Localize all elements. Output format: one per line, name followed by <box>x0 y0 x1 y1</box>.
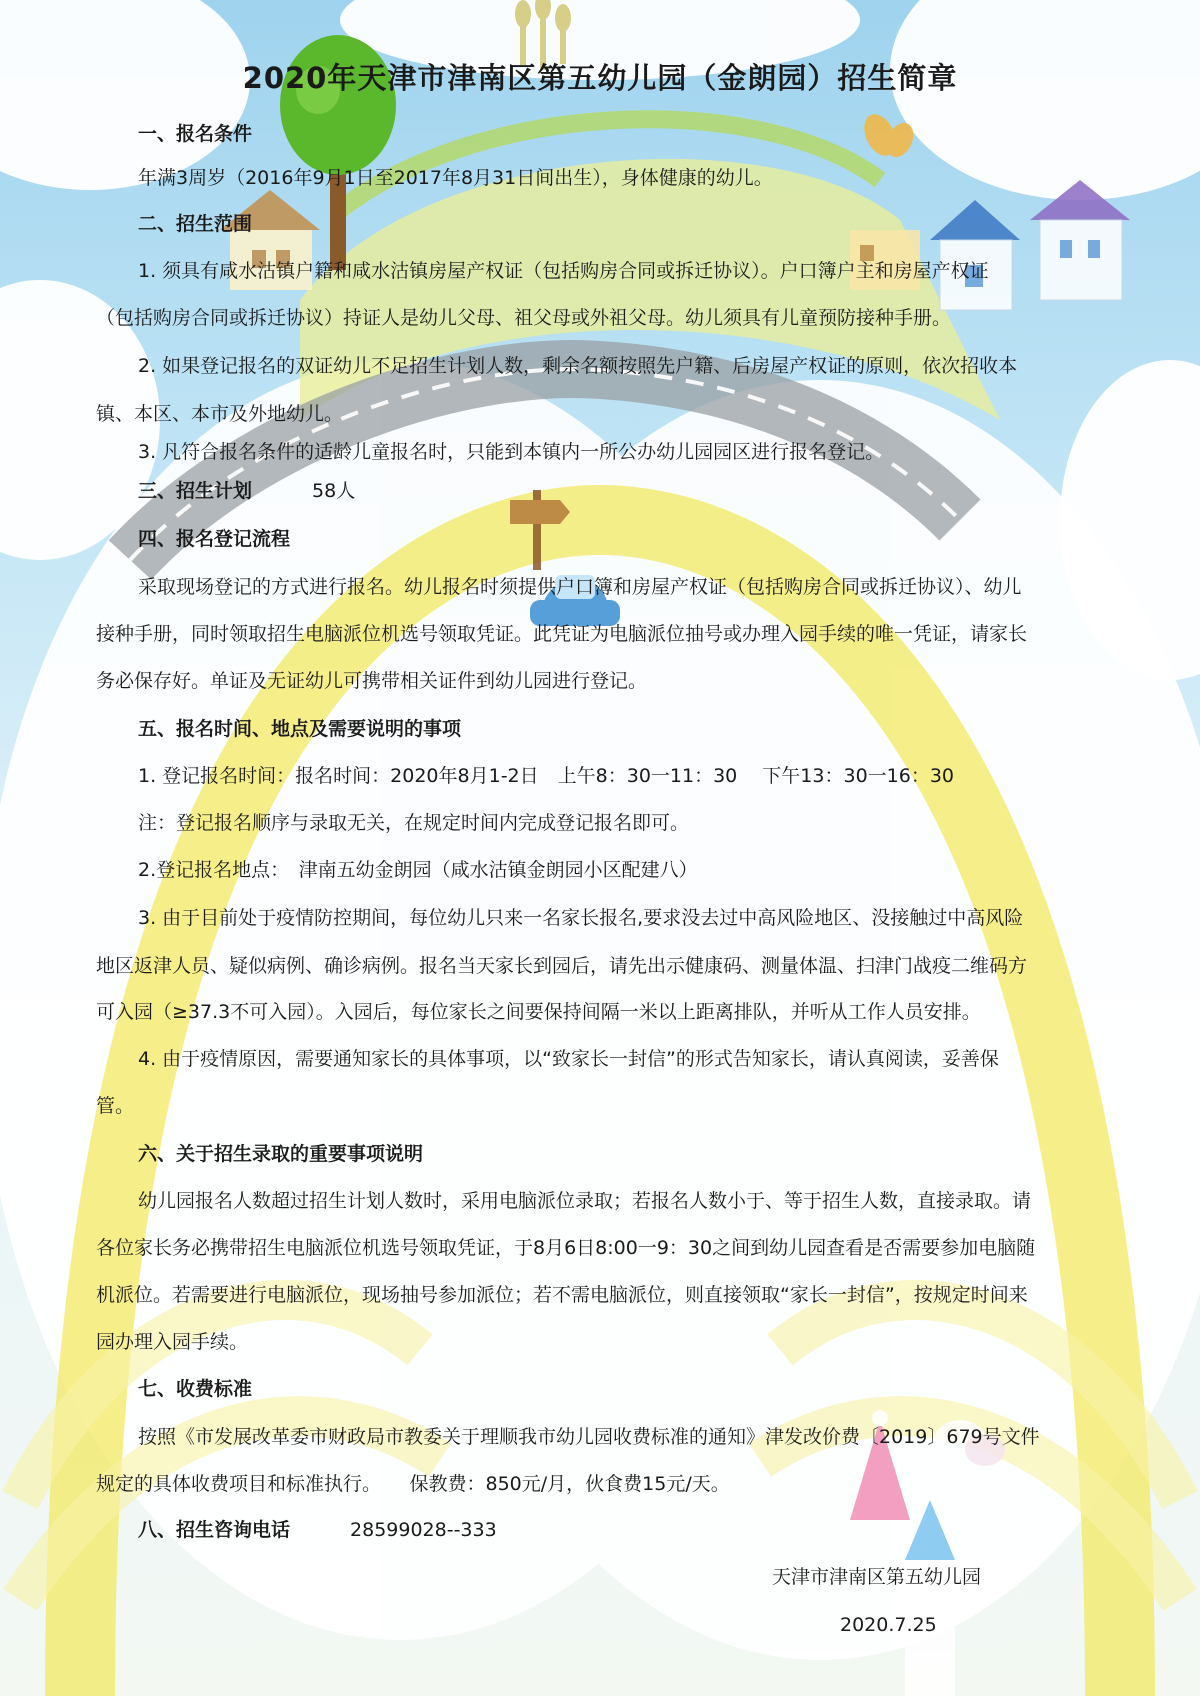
paragraph-line: 地区返津人员、疑似病例、确诊病例。报名当天家长到园后，请先出示健康码、测量体温、扫津门战疫二维码方 <box>96 955 1028 977</box>
paragraph-line: 管。 <box>96 1095 135 1117</box>
paragraph-line: 各位家长务必携带招生电脑派位机选号领取凭证，于8月6日8:00一9：30之间到幼儿园查看是否需要参加电脑随 <box>96 1237 1036 1259</box>
paragraph-line: 2. 如果登记报名的双证幼儿不足招生计划人数，剩余名额按照先户籍、后房屋产权证的原则，依次招收本 <box>138 355 1018 377</box>
section-heading-plan <box>138 479 355 503</box>
paragraph-line: （包括购房合同或拆迁协议）持证人是幼儿父母、祖父母或外祖父母。幼儿须具有儿童预防接种手册。 <box>96 307 952 329</box>
paragraph-line: 机派位。若需要进行电脑派位，现场抽号参加派位；若不需电脑派位，则直接领取“家长一封信”，按规定时间来 <box>96 1284 1028 1306</box>
section-heading-process: 四、报名登记流程 <box>138 528 291 550</box>
section-heading-label: 三、招生计划 <box>138 480 253 502</box>
paragraph-line: 2.登记报名地点： 津南五幼金朗园（咸水沽镇金朗园小区配建八） <box>138 859 698 881</box>
paragraph-line: 1. 须具有咸水沽镇户籍和咸水沽镇房屋产权证（包括购房合同或拆迁协议）。户口簿户主和房屋产权证 <box>138 260 989 282</box>
paragraph-line: 注：登记报名顺序与录取无关，在规定时间内完成登记报名即可。 <box>138 812 690 834</box>
section-heading-admission-notes: 六、关于招生录取的重要事项说明 <box>138 1143 424 1165</box>
section-heading-scope: 二、招生范围 <box>138 213 253 235</box>
paragraph-line: 1. 登记报名时间：报名时间：2020年8月1-2日 上午8：30一11：30 下午13：30一16：30 <box>138 765 955 787</box>
paragraph-line: 可入园（≥37.3不可入园）。入园后，每位家长之间要保持间隔一米以上距离排队，并听从工作人员安排。 <box>96 1001 981 1023</box>
paragraph-line: 务必保存好。单证及无证幼儿可携带相关证件到幼儿园进行登记。 <box>96 670 648 692</box>
paragraph-line: 镇、本区、本市及外地幼儿。 <box>96 403 344 425</box>
paragraph-line: 3. 由于目前处于疫情防控期间，每位幼儿只来一名家长报名,要求没去过中高风险地区、没接触过中高风险 <box>138 907 1024 929</box>
contact-phone-value: 28599028--333 <box>350 1519 497 1541</box>
section-heading-label: 八、招生咨询电话 <box>138 1519 291 1541</box>
section-heading-contact <box>138 1518 497 1542</box>
enrollment-plan-value: 58人 <box>312 480 356 502</box>
paragraph-line: 幼儿园报名人数超过招生计划人数时，采用电脑派位录取；若报名人数小于、等于招生人数，直接录取。请 <box>138 1190 1032 1212</box>
section-heading-time-place: 五、报名时间、地点及需要说明的事项 <box>138 718 462 740</box>
paragraph-line: 采取现场登记的方式进行报名。幼儿报名时须提供户口簿和房屋产权证（包括购房合同或拆迁协议）、幼儿 <box>138 576 1022 598</box>
section-heading-fees: 七、收费标准 <box>138 1378 253 1400</box>
paragraph-line: 按照《市发展改革委市财政局市教委关于理顺我市幼儿园收费标准的通知》津发改价费〔2019〕679号文件 <box>138 1426 1040 1448</box>
paragraph-line: 接种手册，同时领取招生电脑派位机选号领取凭证。此凭证为电脑派位抽号或办理入园手续的唯一凭证，请家长 <box>96 623 1028 645</box>
section-heading-requirements: 一、报名条件 <box>138 123 253 145</box>
paragraph-line: 年满3周岁（2016年9月1日至2017年8月31日间出生），身体健康的幼儿。 <box>138 167 773 189</box>
paragraph-line: 规定的具体收费项目和标准执行。 保教费：850元/月，伙食费15元/天。 <box>96 1473 730 1495</box>
document-title: 2020年天津市津南区第五幼儿园（金朗园）招生简章 <box>242 61 958 95</box>
signature-organization: 天津市津南区第五幼儿园 <box>772 1566 982 1588</box>
paragraph-line: 4. 由于疫情原因，需要通知家长的具体事项，以“致家长一封信”的形式告知家长，请认真阅读，妥善保 <box>138 1048 999 1070</box>
paragraph-line: 园办理入园手续。 <box>96 1331 249 1353</box>
signature-date: 2020.7.25 <box>840 1614 937 1636</box>
paragraph-line: 3. 凡符合报名条件的适龄儿童报名时，只能到本镇内一所公办幼儿园园区进行报名登记。 <box>138 441 885 463</box>
